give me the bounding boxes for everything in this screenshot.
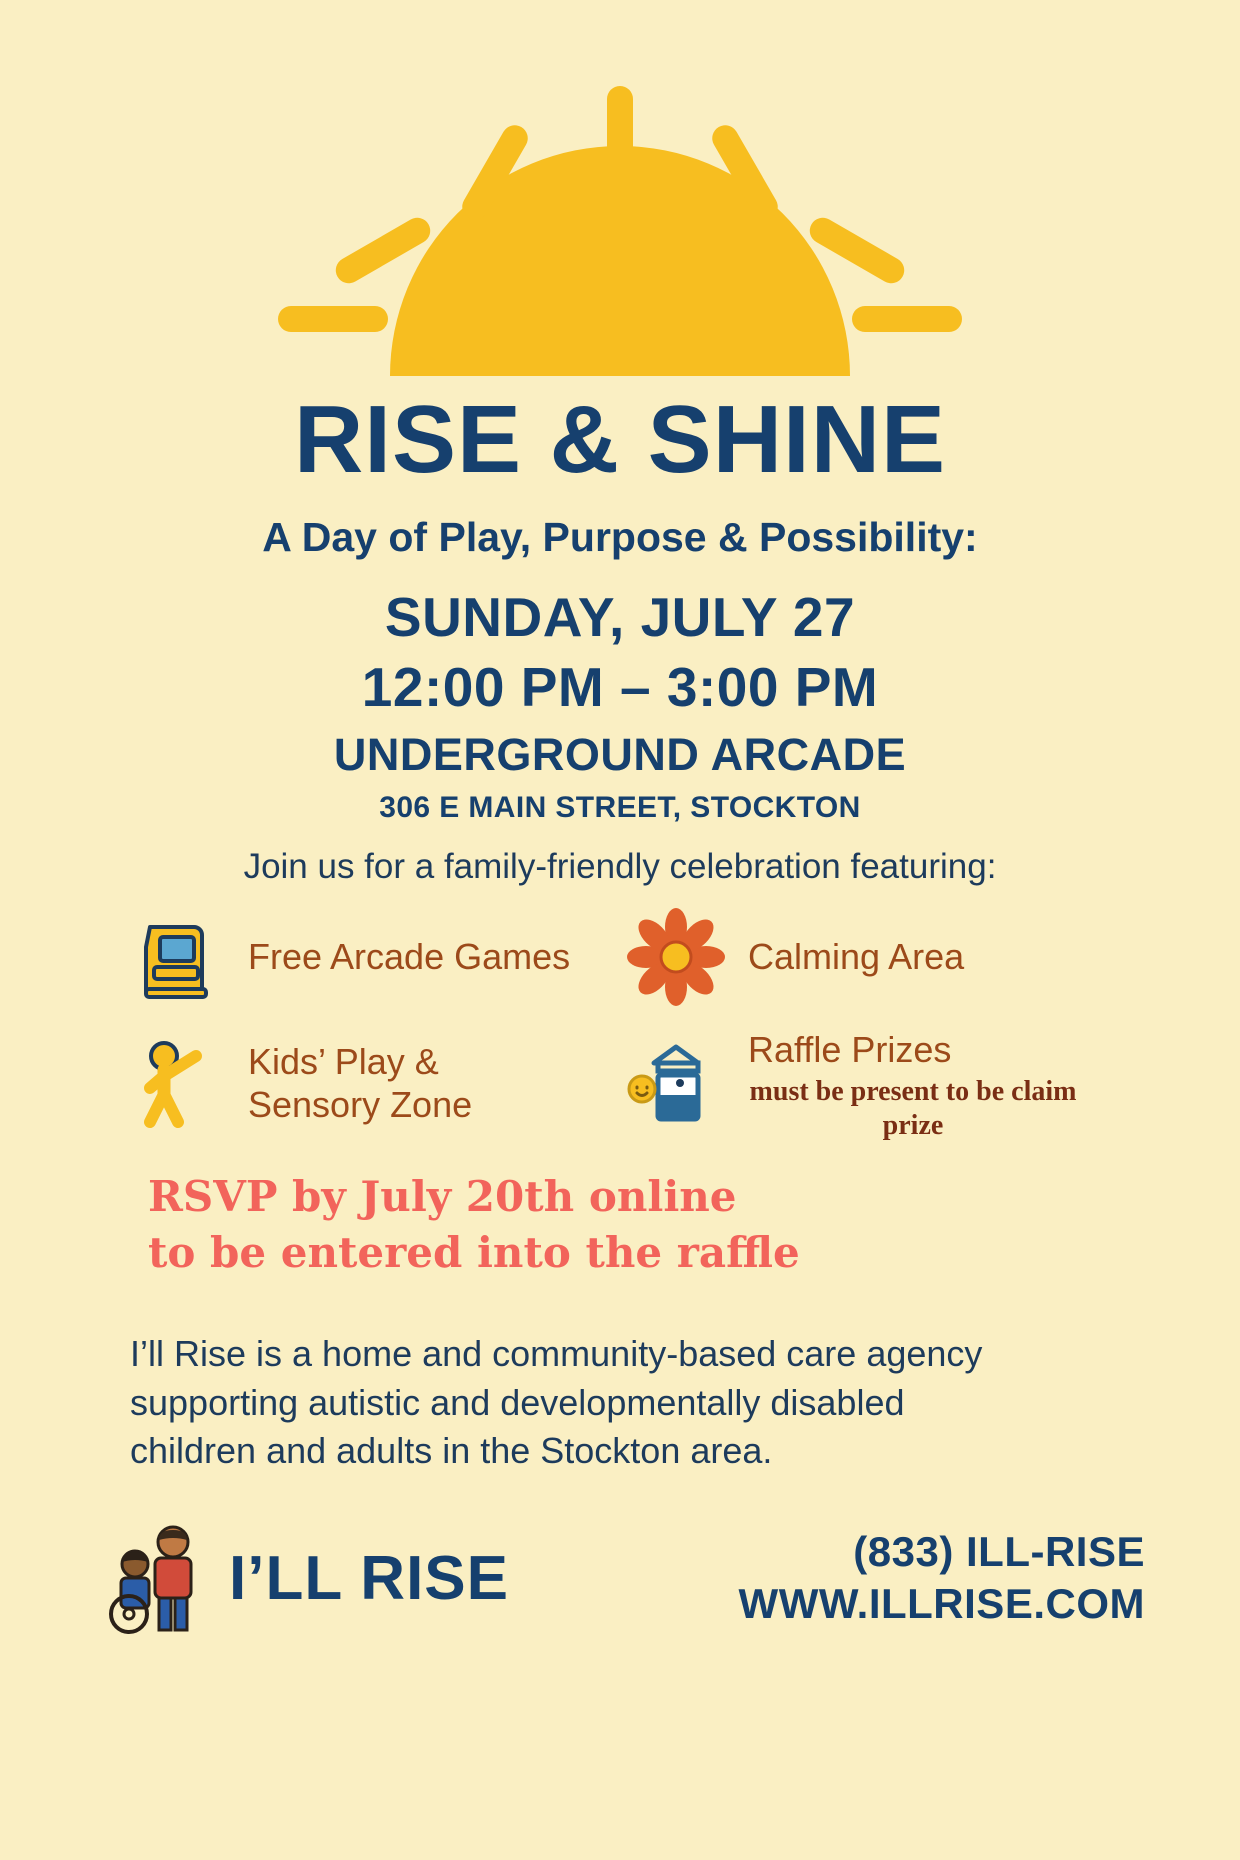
raffle-note-line2: claim prize [882, 1076, 1077, 1142]
feature-item-arcade [120, 901, 620, 1013]
rsvp-line2: to be entered into the raffle [148, 1228, 800, 1278]
footer [95, 1516, 1145, 1641]
blurb-line1: I’ll Rise is a home and community-based care agency [130, 1333, 983, 1375]
brand-name: I’LL RISE [229, 1543, 510, 1613]
raffle-note [748, 1075, 1078, 1142]
raffle-text-group [748, 1029, 1078, 1143]
brand-lockup [95, 1516, 509, 1641]
organization-blurb [120, 1330, 1120, 1476]
flower-icon [620, 901, 732, 1013]
rsvp-line1: RSVP by July 20th online [148, 1171, 737, 1221]
features-list [120, 901, 1120, 1143]
sun-ray [607, 86, 633, 196]
feature-item-kids-play [120, 1025, 620, 1143]
feature-label: Free Arcade Games [248, 935, 571, 977]
phone-number[interactable]: (833) ILL-RISE [853, 1527, 1145, 1575]
feature-label: Calming Area [748, 935, 965, 977]
blurb-line2: supporting autistic and developmentally disabled [130, 1381, 905, 1423]
raffle-note-line1: must be present to be [749, 1076, 1005, 1108]
sun-ray [852, 306, 962, 332]
event-time: 12:00 PM – 3:00 PM [361, 656, 879, 718]
child-figure-icon [120, 1028, 232, 1140]
feature-item-raffle [620, 1025, 1120, 1143]
prize-booth-icon [620, 1029, 732, 1141]
contact-info [739, 1526, 1145, 1631]
event-date: SUNDAY, JULY 27 [384, 586, 856, 648]
event-address: 306 E MAIN STREET, STOCKTON [379, 791, 861, 824]
feature-label-line2: Sensory Zone [248, 1083, 473, 1125]
join-invitation-text: Join us for a family-friendly celebration featuring: [243, 847, 997, 886]
website-url[interactable]: WWW.ILLRISE.COM [738, 1580, 1145, 1628]
arcade-cabinet-icon [120, 901, 232, 1013]
rsvp-callout [120, 1169, 1120, 1282]
sun-icon [230, 38, 1010, 388]
page-subtitle: A Day of Play, Purpose & Possibility: [262, 514, 978, 560]
page-title: RISE & SHINE [293, 386, 947, 493]
sun-ray [278, 306, 388, 332]
event-venue: UNDERGROUND ARCADE [333, 729, 907, 780]
feature-label [248, 1041, 472, 1126]
feature-label-line1: Kids’ Play & [248, 1041, 439, 1083]
blurb-line3: children and adults in the Stockton area. [130, 1430, 773, 1472]
two-people-wheelchair-icon [95, 1516, 215, 1641]
feature-item-calming [620, 901, 1120, 1013]
feature-label: Raffle Prizes [748, 1029, 952, 1070]
